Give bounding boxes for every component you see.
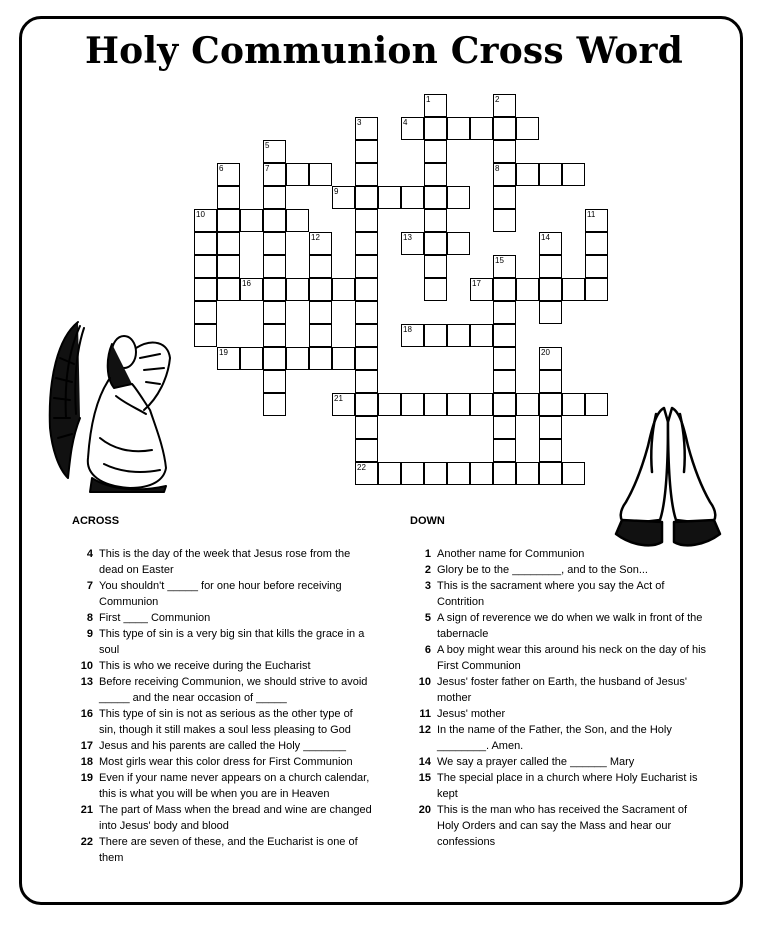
grid-cell[interactable] — [355, 301, 378, 324]
grid-cell[interactable] — [447, 462, 470, 485]
across-clue — [72, 546, 372, 578]
down-clue — [410, 706, 710, 722]
clue-number: 5 — [424, 612, 431, 624]
grid-cell[interactable] — [355, 393, 378, 416]
across-clue — [72, 658, 372, 674]
grid-cell[interactable] — [516, 462, 539, 485]
grid-cell[interactable] — [585, 278, 608, 301]
clue-number: 1 — [424, 548, 431, 560]
page-title: Holy Communion Cross Word — [84, 30, 684, 72]
clue-number: 8 — [86, 612, 93, 624]
grid-clue-number: 2 — [495, 95, 500, 104]
down-clues — [410, 513, 710, 850]
grid-cell[interactable] — [194, 324, 217, 347]
grid-cell[interactable] — [263, 301, 286, 324]
grid-clue-number: 19 — [219, 348, 228, 357]
grid-cell[interactable] — [217, 278, 240, 301]
grid-clue-number: 20 — [541, 348, 550, 357]
grid-cell[interactable] — [539, 439, 562, 462]
grid-cell[interactable] — [516, 117, 539, 140]
across-heading: ACROSS — [72, 515, 120, 527]
grid-cell[interactable] — [470, 117, 493, 140]
grid-cell[interactable] — [493, 439, 516, 462]
clue-number: 7 — [86, 580, 93, 592]
grid-cell[interactable] — [309, 255, 332, 278]
grid-clue-number: 21 — [334, 394, 343, 403]
grid-clue-number: 12 — [311, 233, 320, 242]
grid-cell[interactable] — [309, 301, 332, 324]
grid-cell[interactable] — [493, 347, 516, 370]
grid-cell[interactable] — [493, 301, 516, 324]
grid-cell[interactable] — [355, 416, 378, 439]
grid-cell[interactable] — [263, 278, 286, 301]
clue-number: 18 — [80, 756, 93, 768]
grid-clue-number: 3 — [357, 118, 362, 127]
clue-number: 13 — [80, 676, 93, 688]
clue-text: Glory be to the ________, and to the Son... — [437, 564, 648, 576]
down-heading: DOWN — [410, 515, 445, 527]
grid-clue-number: 1 — [426, 95, 431, 104]
grid-cell[interactable] — [585, 393, 608, 416]
grid-cell[interactable] — [286, 209, 309, 232]
clue-number: 20 — [418, 804, 431, 816]
grid-cell[interactable] — [263, 370, 286, 393]
grid-cell[interactable] — [240, 209, 263, 232]
clue-number: 10 — [418, 676, 431, 688]
grid-cell[interactable] — [355, 255, 378, 278]
clue-text: Most girls wear this color dress for First Communion — [99, 756, 353, 768]
clue-number: 9 — [86, 628, 93, 640]
grid-cell[interactable] — [516, 278, 539, 301]
grid-cell[interactable] — [424, 462, 447, 485]
grid-cell[interactable] — [217, 255, 240, 278]
clue-text: Before receiving Communion, we should strive to avoid _____ and the near occasion of _____ — [99, 676, 368, 704]
grid-cell[interactable] — [194, 232, 217, 255]
grid-clue-number: 22 — [357, 463, 366, 472]
grid-cell[interactable] — [355, 163, 378, 186]
clue-text: This is the man who has received the Sacrament of Holy Orders and can say the Mass and hear our confessions — [437, 804, 688, 848]
clue-text: A boy might wear this around his neck on the day of his First Communion — [437, 644, 707, 672]
grid-cell[interactable] — [493, 462, 516, 485]
clue-text: Even if your name never appears on a church calendar, this is what you will be when you are in Heaven — [99, 772, 370, 800]
clue-number: 21 — [80, 804, 93, 816]
clue-number: 16 — [80, 708, 93, 720]
across-clue — [72, 738, 372, 754]
grid-cell[interactable] — [217, 232, 240, 255]
grid-cell[interactable] — [539, 370, 562, 393]
grid-cell[interactable] — [424, 232, 447, 255]
clue-text: This type of sin is a very big sin that kills the grace in a soul — [99, 628, 365, 656]
clue-text: This is who we receive during the Eucharist — [99, 660, 311, 672]
grid-cell[interactable] — [424, 393, 447, 416]
grid-cell[interactable] — [447, 186, 470, 209]
grid-cell[interactable] — [217, 209, 240, 232]
grid-clue-number: 4 — [403, 118, 408, 127]
grid-cell[interactable] — [493, 393, 516, 416]
grid-cell[interactable] — [539, 301, 562, 324]
grid-cell[interactable] — [562, 278, 585, 301]
grid-clue-number: 16 — [242, 279, 251, 288]
grid-cell[interactable] — [355, 209, 378, 232]
grid-cell[interactable] — [309, 163, 332, 186]
grid-cell[interactable] — [378, 462, 401, 485]
grid-cell[interactable] — [424, 278, 447, 301]
grid-cell[interactable] — [217, 186, 240, 209]
down-clue — [410, 546, 710, 562]
clue-number: 3 — [424, 580, 431, 592]
clue-number: 17 — [80, 740, 93, 752]
down-clue — [410, 610, 710, 642]
grid-cell[interactable] — [194, 255, 217, 278]
grid-cell[interactable] — [263, 232, 286, 255]
grid-cell[interactable] — [493, 186, 516, 209]
grid-cell[interactable] — [447, 232, 470, 255]
down-clue — [410, 562, 710, 578]
grid-cell[interactable] — [424, 140, 447, 163]
across-clue — [72, 754, 372, 770]
grid-cell[interactable] — [263, 255, 286, 278]
down-clue — [410, 642, 710, 674]
clue-text: Jesus and his parents are called the Holy _______ — [99, 740, 347, 752]
clue-text: Another name for Communion — [437, 548, 585, 560]
down-clue — [410, 754, 710, 770]
grid-cell[interactable] — [355, 140, 378, 163]
grid-clue-number: 8 — [495, 164, 500, 173]
clue-number: 6 — [424, 644, 431, 656]
grid-clue-number: 11 — [587, 210, 596, 219]
grid-cell[interactable] — [263, 324, 286, 347]
across-clue — [72, 770, 372, 802]
clue-text: First ____ Communion — [99, 612, 211, 624]
grid-cell[interactable] — [401, 462, 424, 485]
grid-cell[interactable] — [286, 347, 309, 370]
grid-cell[interactable] — [470, 462, 493, 485]
grid-clue-number: 18 — [403, 325, 412, 334]
grid-cell[interactable] — [355, 347, 378, 370]
clue-text: This type of sin is not as serious as the other type of sin, though it still makes a soul less pleasing to God — [99, 708, 353, 736]
grid-cell[interactable] — [447, 117, 470, 140]
down-clue-list — [410, 546, 710, 850]
grid-cell[interactable] — [309, 347, 332, 370]
angel-icon — [40, 318, 175, 493]
down-clue — [410, 578, 710, 610]
down-clue — [410, 802, 710, 850]
clue-text: The special place in a church where Holy Eucharist is kept — [437, 772, 698, 800]
grid-cell[interactable] — [493, 278, 516, 301]
grid-clue-number: 9 — [334, 187, 339, 196]
clue-text: Jesus' foster father on Earth, the husband of Jesus' mother — [437, 676, 688, 704]
grid-cell[interactable] — [470, 324, 493, 347]
across-clue — [72, 626, 372, 658]
grid-cell[interactable] — [424, 163, 447, 186]
clue-number: 10 — [80, 660, 93, 672]
grid-cell[interactable] — [493, 416, 516, 439]
clue-number: 14 — [418, 756, 431, 768]
grid-cell[interactable] — [516, 393, 539, 416]
grid-cell[interactable] — [562, 163, 585, 186]
clue-text: The part of Mass when the bread and wine are changed into Jesus' body and blood — [99, 804, 372, 832]
grid-clue-number: 5 — [265, 141, 270, 150]
clue-text: Jesus' mother — [437, 708, 506, 720]
grid-cell[interactable] — [539, 278, 562, 301]
across-clue — [72, 578, 372, 610]
grid-cell[interactable] — [286, 278, 309, 301]
grid-cell[interactable] — [493, 140, 516, 163]
grid-cell[interactable] — [194, 301, 217, 324]
clue-number: 15 — [418, 772, 431, 784]
grid-cell[interactable] — [516, 163, 539, 186]
clue-text: We say a prayer called the ______ Mary — [437, 756, 635, 768]
grid-cell[interactable] — [470, 393, 493, 416]
clue-number: 2 — [424, 564, 431, 576]
grid-clue-number: 14 — [541, 233, 550, 242]
grid-cell[interactable] — [424, 117, 447, 140]
grid-cell[interactable] — [355, 324, 378, 347]
grid-cell[interactable] — [263, 393, 286, 416]
grid-cell[interactable] — [378, 393, 401, 416]
grid-cell[interactable] — [194, 278, 217, 301]
grid-cell[interactable] — [263, 186, 286, 209]
grid-clue-number: 10 — [196, 210, 205, 219]
across-clues — [72, 513, 372, 866]
grid-cell[interactable] — [355, 439, 378, 462]
clue-text: There are seven of these, and the Eucharist is one of them — [99, 836, 358, 864]
grid-cell[interactable] — [539, 416, 562, 439]
down-clue — [410, 770, 710, 802]
grid-cell[interactable] — [424, 324, 447, 347]
grid-cell[interactable] — [424, 209, 447, 232]
grid-cell[interactable] — [585, 255, 608, 278]
clue-text: You shouldn't _____ for one hour before receiving Communion — [99, 580, 342, 608]
clue-text: This is the sacrament where you say the Act of Contrition — [437, 580, 665, 608]
clue-number: 22 — [80, 836, 93, 848]
grid-cell[interactable] — [378, 186, 401, 209]
grid-cell[interactable] — [240, 347, 263, 370]
grid-clue-number: 13 — [403, 233, 412, 242]
clue-text: This is the day of the week that Jesus rose from the dead on Easter — [99, 548, 351, 576]
grid-cell[interactable] — [539, 163, 562, 186]
grid-clue-number: 7 — [265, 164, 270, 173]
across-clue — [72, 674, 372, 706]
across-clue — [72, 802, 372, 834]
clue-number: 12 — [418, 724, 431, 736]
grid-cell[interactable] — [332, 347, 355, 370]
grid-cell[interactable] — [309, 324, 332, 347]
across-clue — [72, 706, 372, 738]
grid-cell[interactable] — [493, 324, 516, 347]
down-clue — [410, 674, 710, 706]
grid-cell[interactable] — [263, 209, 286, 232]
grid-cell[interactable] — [355, 232, 378, 255]
grid-cell[interactable] — [355, 370, 378, 393]
grid-cell[interactable] — [562, 462, 585, 485]
across-clue-list — [72, 546, 372, 866]
clue-text: A sign of reverence we do when we walk in front of the tabernacle — [437, 612, 703, 640]
grid-cell[interactable] — [447, 393, 470, 416]
grid-clue-number: 17 — [472, 279, 481, 288]
grid-cell[interactable] — [585, 232, 608, 255]
grid-cell[interactable] — [401, 393, 424, 416]
grid-cell[interactable] — [447, 324, 470, 347]
grid-cell[interactable] — [424, 186, 447, 209]
grid-cell[interactable] — [355, 278, 378, 301]
grid-clue-number: 15 — [495, 256, 504, 265]
down-clue — [410, 722, 710, 754]
grid-cell[interactable] — [263, 347, 286, 370]
grid-cell[interactable] — [539, 462, 562, 485]
grid-cell[interactable] — [332, 278, 355, 301]
clue-number: 4 — [86, 548, 93, 560]
grid-clue-number: 6 — [219, 164, 224, 173]
across-clue — [72, 610, 372, 626]
grid-cell[interactable] — [401, 186, 424, 209]
clue-number: 19 — [80, 772, 93, 784]
grid-cell[interactable] — [355, 186, 378, 209]
grid-cell[interactable] — [562, 393, 585, 416]
clue-number: 11 — [419, 708, 431, 720]
clue-text: In the name of the Father, the Son, and the Holy ________. Amen. — [437, 724, 672, 752]
across-clue — [72, 834, 372, 866]
grid-cell[interactable] — [493, 370, 516, 393]
grid-cell[interactable] — [286, 163, 309, 186]
grid-cell[interactable] — [309, 278, 332, 301]
grid-cell[interactable] — [424, 255, 447, 278]
grid-cell[interactable] — [493, 209, 516, 232]
grid-cell[interactable] — [539, 393, 562, 416]
grid-cell[interactable] — [493, 117, 516, 140]
grid-cell[interactable] — [539, 255, 562, 278]
